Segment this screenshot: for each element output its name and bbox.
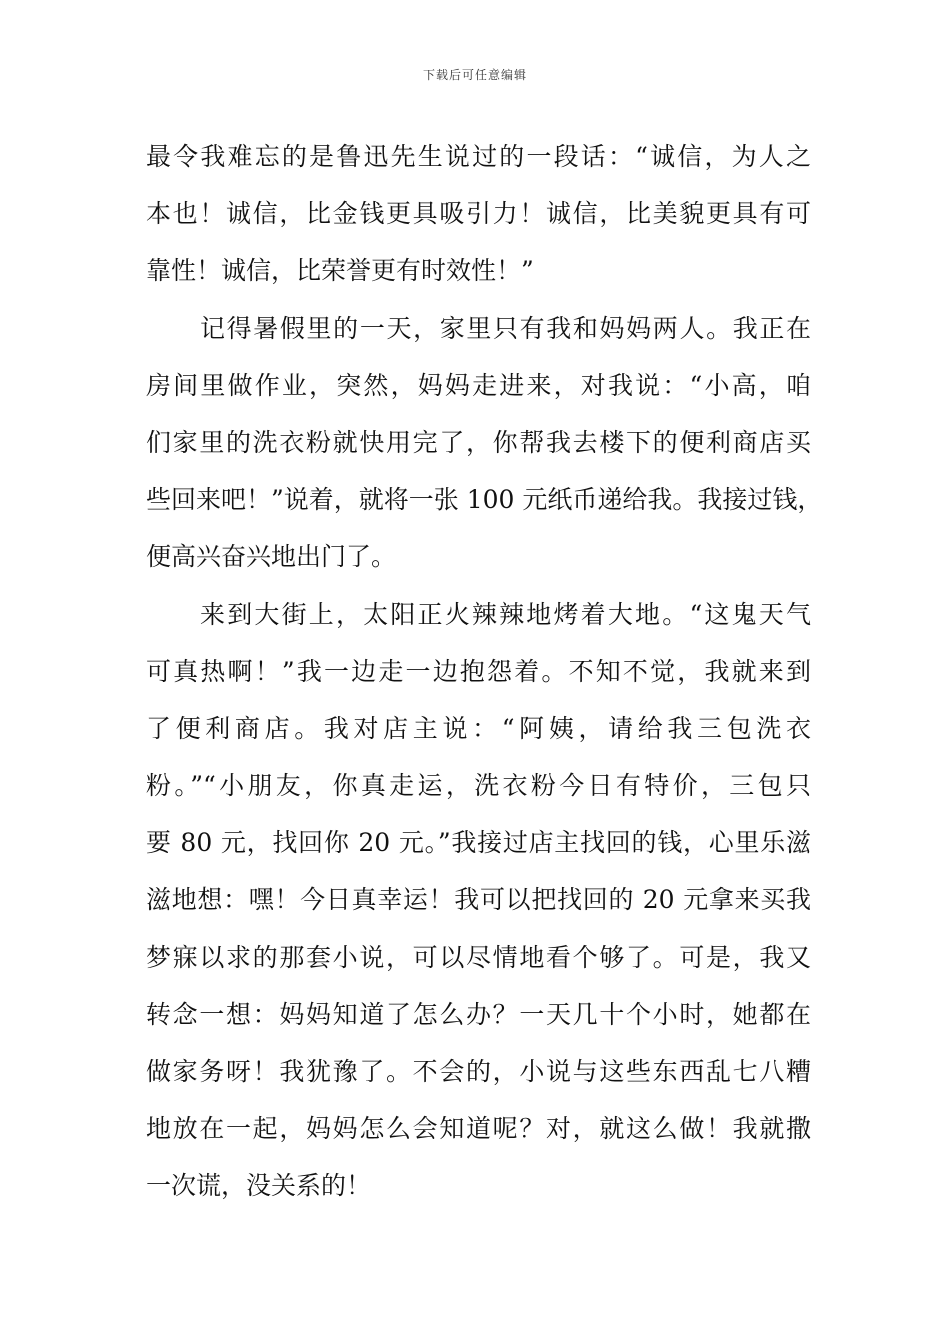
- text-line: 了便利商店。我对店主说：“阿姨，请给我三包洗衣: [146, 713, 811, 743]
- text-line: 最令我难忘的是鲁迅先生说过的一段话：“诚信，为人之: [146, 142, 811, 171]
- page-header: 下载后可任意编辑: [422, 68, 527, 82]
- text-line: 靠性！诚信，比荣誉更有时效性！”: [146, 256, 534, 286]
- text-line: 可真热啊！”我一边走一边抱怨着。不知不觉，我就来到: [146, 656, 811, 686]
- text-line: 本也！诚信，比金钱更具吸引力！诚信，比美貌更具有可: [146, 199, 811, 229]
- text-line: 梦寐以求的那套小说，可以尽情地看个够了。可是，我又: [146, 942, 811, 972]
- text-line: 转念一想：妈妈知道了怎么办？一天几十个小时，她都在: [146, 999, 811, 1029]
- text-line: 一次谎，没关系的！: [146, 1171, 372, 1201]
- text-line: 些回来吧！”说着，就将一张 100 元纸币递给我。我接过钱，: [146, 485, 823, 515]
- text-line: 滋地想：嘿！今日真幸运！我可以把找回的 20 元拿来买我: [146, 885, 811, 915]
- text-line: 地放在一起，妈妈怎么会知道呢？对，就这么做！我就撒: [146, 1114, 811, 1144]
- text-line: 记得暑假里的一天，家里只有我和妈妈两人。我正在: [200, 313, 811, 343]
- text-line: 们家里的洗衣粉就快用完了，你帮我去楼下的便利商店买: [146, 427, 811, 457]
- text-line: 粉。”“小朋友，你真走运，洗衣粉今日有特价，三包只: [146, 771, 811, 801]
- essay-body: [146, 128, 823, 1215]
- text-line: 房间里做作业，突然，妈妈走进来，对我说：“小高，咱: [146, 370, 811, 400]
- text-line: 要 80 元，找回你 20 元。”我接过店主找回的钱，心里乐滋: [146, 828, 811, 858]
- text-line: 来到大街上，太阳正火辣辣地烤着大地。“这鬼天气: [200, 599, 811, 629]
- text-line: 便高兴奋兴地出门了。: [146, 542, 397, 572]
- text-line: 做家务呀！我犹豫了。不会的，小说与这些东西乱七八糟: [146, 1057, 811, 1086]
